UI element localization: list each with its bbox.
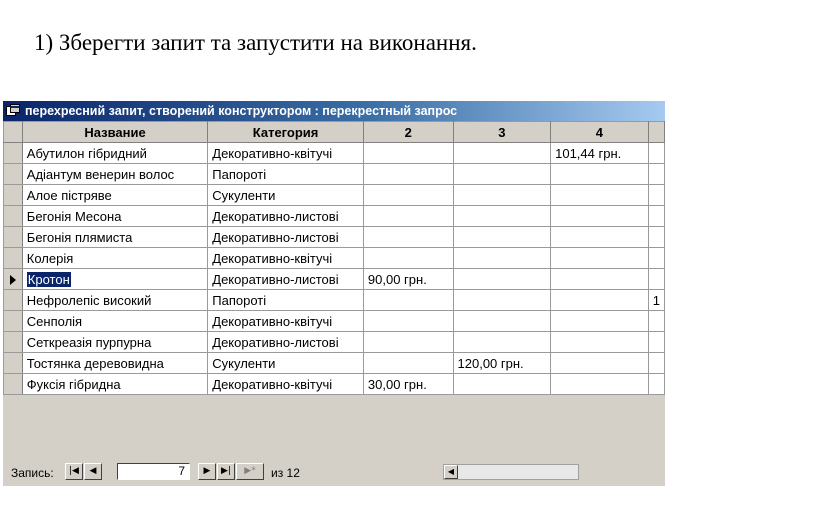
cell-col-2[interactable]: 90,00 грн. [363,269,453,290]
cell-col-3[interactable] [453,164,551,185]
cell-name[interactable]: Тостянка деревовидна [22,353,207,374]
table-row[interactable] [4,332,665,353]
prev-record-icon: ◀ [89,466,97,476]
cell-col-4[interactable] [551,206,649,227]
cell-col-4[interactable] [551,269,649,290]
cell-col-5[interactable] [648,374,664,395]
cell-col-4[interactable] [551,374,649,395]
table-row[interactable] [4,206,665,227]
cell-col-5[interactable] [648,248,664,269]
cell-col-2[interactable] [363,332,453,353]
cell-col-5[interactable] [648,311,664,332]
window-titlebar[interactable] [3,101,665,121]
cell-col-5[interactable] [648,227,664,248]
row-selector[interactable] [4,248,23,269]
cell-category[interactable]: Декоративно-квітучі [208,248,364,269]
row-selector[interactable] [4,227,23,248]
prev-record-button[interactable] [84,463,102,480]
cell-col-4[interactable] [551,164,649,185]
row-selector[interactable] [4,269,23,290]
current-record-input[interactable]: 7 [117,463,190,480]
record-label: Запись: [11,466,54,480]
cell-col-2[interactable] [363,227,453,248]
cell-col-3[interactable] [453,248,551,269]
cell-col-3[interactable] [453,269,551,290]
cell-name[interactable]: Бегонія Месона [22,206,207,227]
cell-category[interactable]: Сукуленти [208,185,364,206]
cell-category[interactable]: Декоративно-листові [208,332,364,353]
cell-category[interactable]: Декоративно-листові [208,206,364,227]
cell-col-2[interactable]: 30,00 грн. [363,374,453,395]
cell-col-3[interactable] [453,227,551,248]
cell-name[interactable]: Нефролепіс високий [22,290,207,311]
cell-col-3[interactable]: 120,00 грн. [453,353,551,374]
cell-col-2[interactable] [363,353,453,374]
new-record-button[interactable] [236,463,264,480]
table-row[interactable] [4,353,665,374]
cell-col-5[interactable] [648,353,664,374]
cell-col-3[interactable] [453,311,551,332]
window-title: перехресний запит, створений конструктором : перекрестный запрос [25,104,458,118]
cell-name[interactable]: Колерія [22,248,207,269]
scroll-left-button[interactable] [444,465,458,479]
cell-col-3[interactable] [453,290,551,311]
table-row[interactable] [4,311,665,332]
cell-name[interactable]: Адіантум венерин волос [22,164,207,185]
record-count: из 12 [271,466,300,480]
datasheet-table [3,121,665,395]
cell-col-4[interactable]: 101,44 грн. [551,143,649,164]
cell-category[interactable]: Декоративно-квітучі [208,374,364,395]
cell-col-5[interactable] [648,143,664,164]
datasheet-icon [6,104,20,116]
horizontal-scrollbar[interactable] [443,464,579,480]
row-selector[interactable] [4,185,23,206]
cell-col-5[interactable] [648,332,664,353]
cell-col-5[interactable]: 1 [648,290,664,311]
new-record-icon: ▶* [244,466,256,476]
row-selector[interactable] [4,206,23,227]
table-row[interactable] [4,374,665,395]
cell-category[interactable]: Декоративно-листові [208,269,364,290]
table-row[interactable] [4,143,665,164]
column-header-name[interactable]: Название [22,122,207,143]
cell-col-3[interactable] [453,143,551,164]
column-header-category[interactable]: Категория [208,122,364,143]
row-selector[interactable] [4,143,23,164]
cell-col-3[interactable] [453,185,551,206]
cell-col-4[interactable] [551,332,649,353]
cell-col-2[interactable] [363,311,453,332]
cell-col-4[interactable] [551,311,649,332]
column-header-2[interactable]: 2 [363,122,453,143]
current-row-arrow-icon [10,275,16,285]
first-record-icon: |◀ [69,466,79,476]
column-header-5[interactable] [648,122,664,143]
first-record-button[interactable] [65,463,83,480]
table-row[interactable] [4,164,665,185]
table-row[interactable] [4,185,665,206]
header-row [4,122,665,143]
cell-col-4[interactable] [551,248,649,269]
cell-name[interactable]: Сеткреазія пурпурна [22,332,207,353]
column-header-3[interactable]: 3 [453,122,551,143]
scroll-left-icon: ◀ [447,467,455,476]
row-selector[interactable] [4,164,23,185]
next-record-icon: ▶ [203,466,211,476]
cell-col-4[interactable] [551,290,649,311]
cell-category[interactable]: Сукуленти [208,353,364,374]
cell-col-5[interactable] [648,269,664,290]
table-row[interactable] [4,290,665,311]
cell-name[interactable]: Сенполія [22,311,207,332]
last-record-button[interactable] [217,463,235,480]
last-record-icon: ▶| [221,466,231,476]
record-navigation-bar [3,458,665,486]
cell-col-3[interactable] [453,332,551,353]
cell-col-4[interactable] [551,227,649,248]
cell-category[interactable]: Папороті [208,290,364,311]
next-record-button[interactable] [198,463,216,480]
cell-col-5[interactable] [648,164,664,185]
datasheet-grid-area [3,121,665,458]
row-selector[interactable] [4,353,23,374]
cell-name[interactable]: Фуксія гібридна [22,374,207,395]
cell-category[interactable]: Декоративно-листові [208,227,364,248]
select-all-corner[interactable] [4,122,23,143]
column-header-4[interactable]: 4 [551,122,649,143]
row-selector[interactable] [4,290,23,311]
table-row[interactable] [4,269,665,290]
cell-col-4[interactable] [551,353,649,374]
cell-name[interactable]: Бегонія плямиста [22,227,207,248]
cell-col-2[interactable] [363,248,453,269]
row-selector[interactable] [4,332,23,353]
cell-category[interactable]: Декоративно-квітучі [208,143,364,164]
row-selector[interactable] [4,311,23,332]
cell-name[interactable] [22,269,207,290]
cell-col-2[interactable] [363,164,453,185]
cell-name[interactable]: Алое пістряве [22,185,207,206]
query-window [3,101,665,486]
cell-name[interactable]: Абутилон гібридний [22,143,207,164]
row-selector[interactable] [4,374,23,395]
instruction-caption: 1) Зберегти запит та запустити на виконання. [34,30,477,55]
cell-col-3[interactable] [453,206,551,227]
cell-col-5[interactable] [648,185,664,206]
cell-col-2[interactable] [363,143,453,164]
cell-col-4[interactable] [551,185,649,206]
cell-col-2[interactable] [363,290,453,311]
cell-col-3[interactable] [453,374,551,395]
cell-col-2[interactable] [363,185,453,206]
cell-category[interactable]: Папороті [208,164,364,185]
selected-text: Кротон [27,271,70,287]
cell-col-2[interactable] [363,206,453,227]
table-row[interactable] [4,227,665,248]
table-row[interactable] [4,248,665,269]
cell-category[interactable]: Декоративно-квітучі [208,311,364,332]
cell-col-5[interactable] [648,206,664,227]
